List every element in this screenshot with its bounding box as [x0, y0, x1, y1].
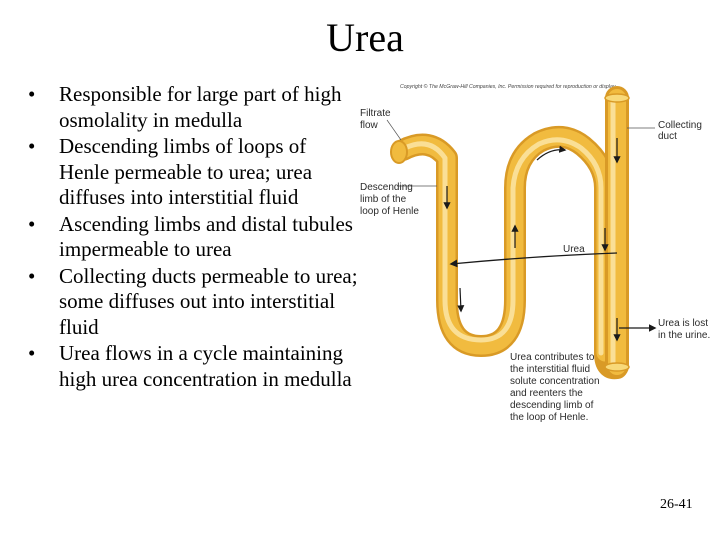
- urea-cycle-figure: [355, 78, 720, 428]
- bullet-item: [28, 212, 358, 263]
- bullet-item: [28, 134, 358, 211]
- bullet-text: Descending limbs of loops of Henle permeable to urea; urea diffuses into interstitial fluid: [59, 134, 313, 209]
- slide-title: Urea: [326, 15, 404, 60]
- label-urea: Urea: [563, 244, 585, 255]
- bullet-dot: •: [28, 263, 36, 288]
- bullet-item: [28, 341, 358, 392]
- slide-number: 26-41: [660, 497, 693, 512]
- tubule: [391, 94, 629, 371]
- bullet-text: Urea flows in a cycle maintaining high urea concentration in medulla: [59, 341, 352, 391]
- label-filtrate-flow: Filtrate flow: [360, 108, 391, 131]
- label-urea-contributes: Urea contributes to the interstitial fluid solute concentration and reenters the descending limb of the loop of Henle.: [510, 352, 600, 423]
- bullet-dot: •: [28, 211, 36, 236]
- bullet-dot: •: [28, 341, 36, 365]
- urea-arrow: [451, 253, 617, 264]
- nephron-diagram: [355, 78, 720, 428]
- label-urea-lost: Urea is lost in the urine.: [658, 318, 711, 341]
- bullet-dot: •: [28, 82, 36, 106]
- bullet-text: Collecting ducts permeable to urea; some diffuses out into interstitial fluid: [59, 263, 358, 339]
- bullet-list: [28, 82, 358, 393]
- label-descending-limb: Descending limb of the loop of Henle: [360, 182, 419, 217]
- bullet-item: [28, 264, 358, 341]
- bullet-text: Responsible for large part of high osmolality in medulla: [59, 82, 342, 132]
- bullet-item: [28, 82, 358, 133]
- bullet-dot: •: [28, 134, 36, 158]
- flow-arrow: [460, 288, 461, 311]
- bullet-text: Ascending limbs and distal tubules impermeable to urea: [59, 211, 353, 261]
- label-collecting-duct: Collecting duct: [658, 120, 702, 142]
- figure-copyright: Copyright © The McGraw-Hill Companies, Inc. Permission required for reproduction or display.: [400, 84, 617, 90]
